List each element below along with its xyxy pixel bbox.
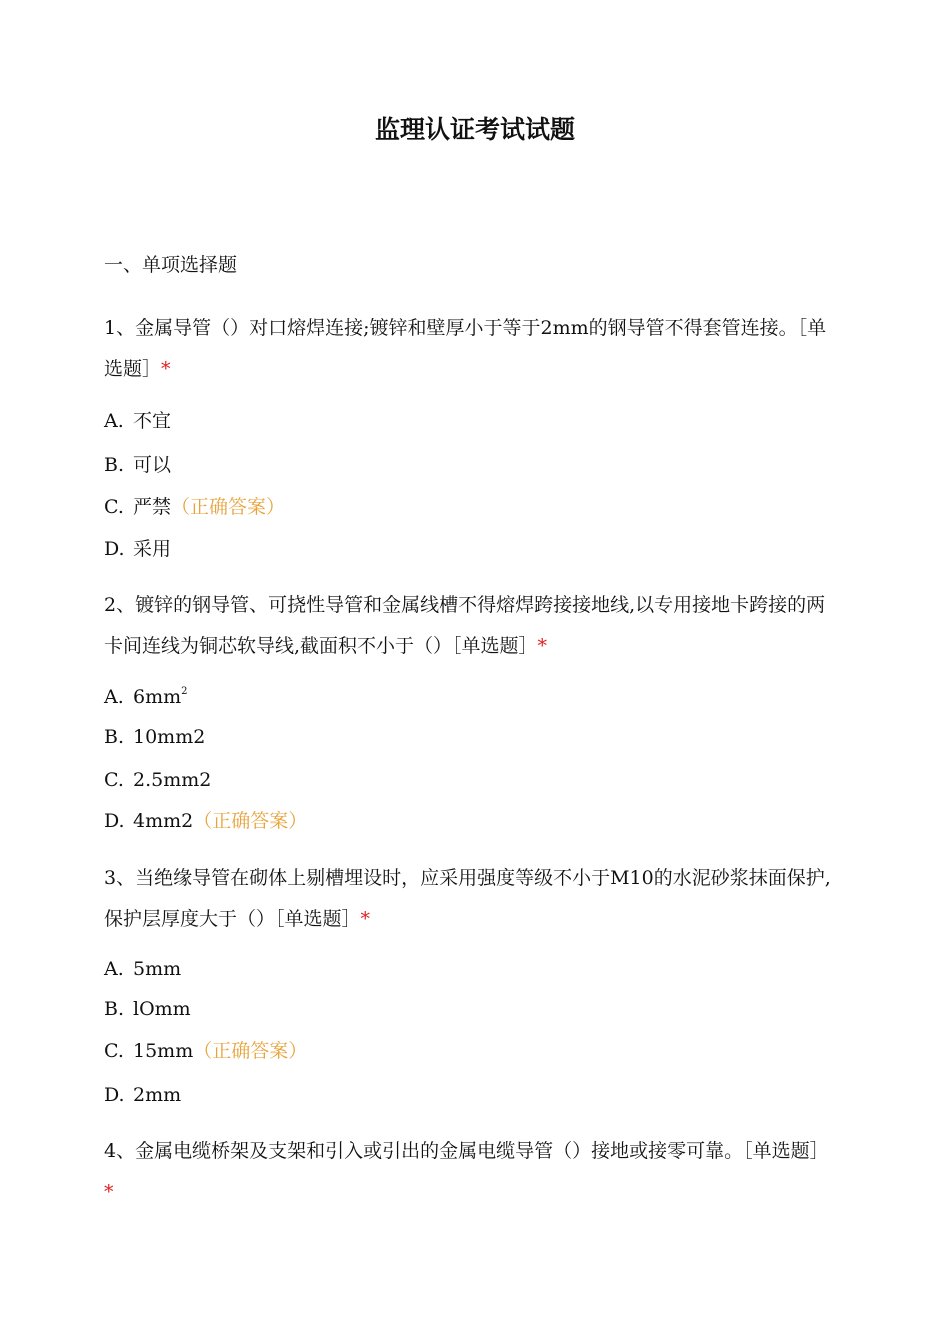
option-text: lOmm	[133, 998, 191, 1020]
option-text: 不宜	[133, 410, 172, 432]
question-stem	[104, 585, 834, 667]
correct-answer-label: （正确答案）	[193, 810, 308, 832]
correct-answer-label: （正确答案）	[193, 1040, 308, 1062]
option-a	[104, 682, 188, 712]
question-stem	[104, 858, 834, 940]
option-letter: A.	[104, 686, 124, 708]
option-c	[104, 765, 211, 795]
option-letter: D.	[104, 1084, 125, 1106]
option-text: 10mm2	[133, 726, 206, 748]
option-text: 可以	[133, 454, 172, 476]
required-marker: *	[161, 358, 171, 380]
option-text: 15mm	[133, 1040, 194, 1062]
option-letter: A.	[104, 958, 124, 980]
option-b	[104, 450, 171, 480]
option-letter: A.	[104, 410, 124, 432]
option-text: 4mm2	[133, 810, 194, 832]
option-a	[104, 954, 181, 984]
option-c	[104, 492, 285, 522]
option-b	[104, 994, 191, 1024]
option-letter: C.	[104, 1040, 124, 1062]
question-text: 1、金属导管（）对口熔焊连接;镀锌和壁厚小于等于2mm的钢导管不得套管连接。［单选题］	[104, 317, 827, 380]
question-text: 3、当绝缘导管在砌体上剔槽埋设时，应采用强度等级不小于M10的水泥砂浆抹面保护,保护层厚度大于（）［单选题］	[104, 867, 831, 930]
option-text: 2.5mm2	[133, 769, 212, 791]
required-marker: *	[360, 908, 371, 930]
option-d	[104, 806, 307, 836]
option-letter: D.	[104, 810, 125, 832]
option-letter: B.	[104, 998, 125, 1020]
option-text: 6mm	[133, 686, 182, 708]
required-marker: *	[104, 1181, 114, 1203]
option-a	[104, 406, 171, 436]
option-letter: C.	[104, 769, 124, 791]
option-d	[104, 1080, 181, 1110]
required-marker: *	[537, 635, 548, 657]
page-title: 监理认证考试试题	[374, 115, 575, 144]
option-letter: B.	[104, 726, 125, 748]
option-b	[104, 722, 205, 752]
superscript: 2	[181, 686, 188, 697]
question-stem	[104, 308, 834, 390]
option-text: 2mm	[133, 1084, 182, 1106]
option-d	[104, 534, 171, 564]
section-heading: 一、单项选择题	[104, 254, 238, 276]
option-letter: C.	[104, 496, 124, 518]
question-stem	[104, 1131, 834, 1213]
option-letter: B.	[104, 454, 125, 476]
question-text: 4、金属电缆桥架及支架和引入或引出的金属电缆导管（）接地或接零可靠。［单选题］	[104, 1140, 829, 1162]
option-c	[104, 1036, 307, 1066]
correct-answer-label: （正确答案）	[171, 496, 286, 518]
option-text: 严禁	[133, 496, 172, 518]
option-letter: D.	[104, 538, 125, 560]
question-text: 2、镀锌的钢导管、可挠性导管和金属线槽不得熔焊跨接接地线,以专用接地卡跨接的两卡间连线为铜芯软导线,截面积不小于（）［单选题］	[104, 594, 826, 657]
option-text: 5mm	[133, 958, 182, 980]
option-text: 采用	[133, 538, 172, 560]
